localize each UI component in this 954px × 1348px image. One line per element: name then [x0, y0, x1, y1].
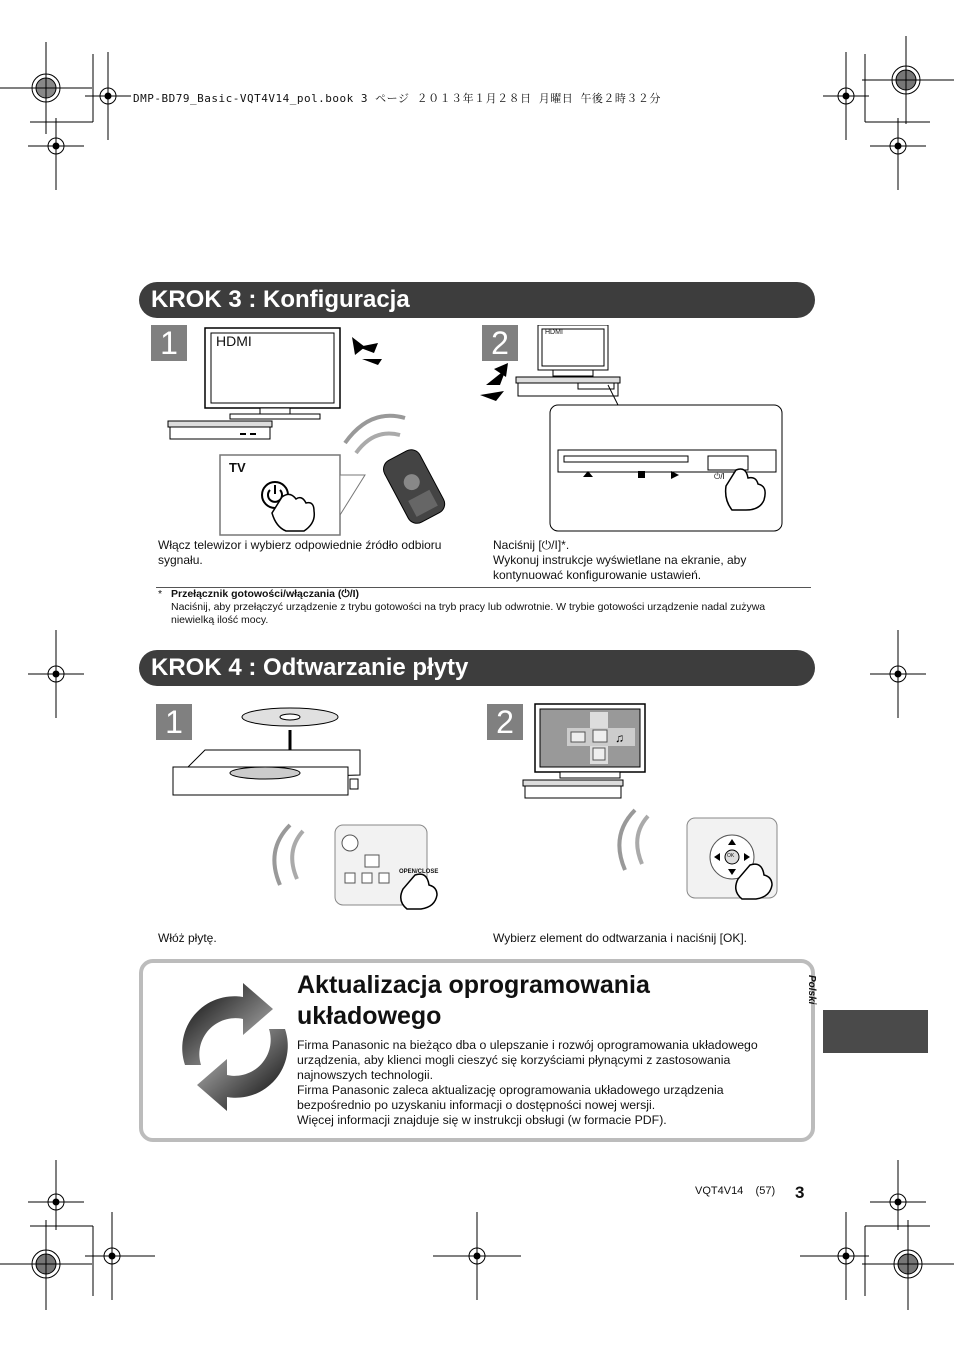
- tv-and-player-illustration: [160, 325, 460, 540]
- document-code: VQT4V14: [695, 1185, 744, 1197]
- step4-panel1-caption: Włóż płytę.: [158, 931, 217, 945]
- step4-panel2-number: 2: [487, 704, 523, 740]
- refresh-arrows-icon: [165, 975, 305, 1120]
- firmware-para2: Firma Panasonic zaleca aktualizację oprogramowania układowego urządzenia bezpośrednio po uzyskaniu informacji o dostępności nowej wersji.: [297, 1083, 724, 1112]
- step4-panel2-caption: Wybierz element do odtwarzania i naciśnij [OK].: [493, 931, 748, 945]
- ok-button-label: OK: [727, 853, 735, 859]
- footnote-title: Przełącznik gotowości/włączania (⏻/I): [171, 588, 360, 600]
- insert-disc-illustration: [170, 705, 470, 925]
- footer-code: [695, 1185, 775, 1197]
- step3-heading: KROK 3 : Konfiguracja: [139, 282, 815, 318]
- language-tab-label: Polski: [806, 975, 817, 1005]
- open-close-button-label: OPEN/CLOSE: [399, 869, 439, 875]
- player-front-panel-illustration: [478, 325, 788, 535]
- tv-hdmi-label-small: HDMI: [545, 329, 563, 336]
- page-number: 3: [795, 1183, 805, 1202]
- firmware-title-line2: układowego: [297, 1002, 442, 1030]
- svg-text:⏻/I: ⏻/I: [714, 472, 725, 481]
- page-reference: (57): [755, 1185, 776, 1197]
- remote-tv-label: TV: [229, 460, 246, 475]
- step3-panel2-caption: [493, 538, 793, 583]
- step3-caption-line1: Naciśnij [⏻/I]*.: [493, 538, 570, 552]
- footnote: [171, 588, 811, 627]
- firmware-title-line1: Aktualizacja oprogramowania: [297, 971, 650, 999]
- step3-caption-line2: Wykonuj instrukcje wyświetlane na ekranie, aby kontynuować konfigurowanie ustawień.: [493, 553, 747, 582]
- step3-panel1-number: 1: [151, 325, 187, 361]
- step3-panel2-number: 2: [482, 325, 518, 361]
- step3-panel1-caption: Włącz telewizor i wybierz odpowiednie źródło odbioru sygnału.: [158, 538, 442, 567]
- step4-heading: KROK 4 : Odtwarzanie płyty: [139, 650, 815, 686]
- footnote-marker: *: [158, 588, 163, 600]
- firmware-body: [297, 1038, 797, 1128]
- tv-hdmi-label: HDMI: [216, 333, 252, 349]
- svg-text:♫: ♫: [615, 731, 624, 745]
- firmware-title: [297, 970, 650, 1032]
- language-tab: [823, 1010, 928, 1053]
- firmware-para1: Firma Panasonic na bieżąco dba o ulepszanie i rozwój oprogramowania układowego urządzenia, aby klienci mogli cieszyć się korzyściami płynącymi z zastosowania najnowszych technologii.: [297, 1038, 758, 1082]
- home-menu-illustration: [515, 700, 805, 920]
- step4-panel1-number: 1: [156, 704, 192, 740]
- print-file-header: DMP-BD79_Basic-VQT4V14_pol.book 3 ページ ２０１３年１月２８日 月曜日 午後２時３２分: [133, 92, 661, 105]
- firmware-para3: Więcej informacji znajduje się w instrukcji obsługi (w formacie PDF).: [297, 1113, 667, 1127]
- footnote-text: Naciśnij, aby przełączyć urządzenie z trybu gotowości na tryb pracy lub odwrotnie. W trybie gotowości urządzenie nadal zużywa niewielką ilość mocy.: [171, 601, 766, 626]
